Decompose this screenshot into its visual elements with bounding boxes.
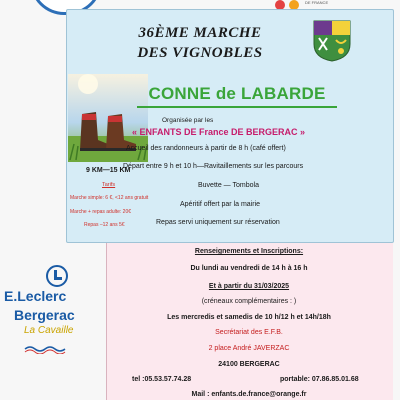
tarif-line: Repas –12 ans 5€ xyxy=(84,222,125,228)
sponsor-wave-icon xyxy=(24,344,70,354)
detail-buvette: Buvette — Tombola xyxy=(198,182,259,189)
organized-by-label: Organisée par les xyxy=(162,117,214,124)
place-underline xyxy=(137,106,337,108)
village-crest-icon xyxy=(313,20,351,62)
organizer-name: « ENFANTS DE France DE BERGERAC » xyxy=(132,127,306,137)
distances: 9 KM—15 KM xyxy=(86,167,131,174)
info-from-date: Et à partir du 31/03/2025 xyxy=(208,283,290,290)
event-title-line2: DES VIGNOBLES xyxy=(137,45,263,61)
info-extra-hours: Les mercredis et samedis de 10 h/12 h et 14h/18h xyxy=(167,314,331,321)
detail-meal: Repas servi uniquement sur réservation xyxy=(156,219,280,226)
info-heading: Renseignements et Inscriptions: xyxy=(194,248,304,255)
tarif-line: Marche + repas adulte: 20€ xyxy=(70,209,132,215)
detail-departure: Départ entre 9 h et 10 h—Ravitaillements sur les parcours xyxy=(123,163,304,170)
info-mobile: portable: 07.86.85.01.68 xyxy=(280,376,359,383)
info-address2: 24100 BERGERAC xyxy=(218,361,280,368)
info-days: Du lundi au vendredi de 14 h à 16 h xyxy=(190,265,308,272)
detail-welcome: Accueil des randonneurs à partir de 8 h (café offert) xyxy=(126,145,286,152)
info-mail[interactable]: Mail : enfants.de.france@orange.fr xyxy=(191,391,307,398)
info-extra-slots: (créneaux complémentaires : ) xyxy=(201,298,297,305)
info-secretariat: Secrétariat des E.F.B. xyxy=(215,329,283,336)
info-tel: tel :05.53.57.74.28 xyxy=(132,376,192,383)
info-address1: 2 place André JAVERZAC xyxy=(208,345,290,352)
tarif-line: Marche simple: 6 €, <12 ans gratuit xyxy=(70,195,149,201)
sponsor-store: La Cavaille xyxy=(24,325,74,336)
sponsor-brand: E.Leclerc xyxy=(4,288,67,304)
tarifs-title: Tarifs xyxy=(102,182,116,188)
partner-small-text: DE FRANCE xyxy=(305,0,329,5)
detail-aperitif: Apéritif offert par la mairie xyxy=(180,201,261,208)
event-place: CONNE de LABARDE xyxy=(148,84,326,103)
event-title-line1: 36ÈME MARCHE xyxy=(138,25,262,41)
leclerc-logo-icon xyxy=(46,265,68,287)
sponsor-city: Bergerac xyxy=(14,307,75,323)
